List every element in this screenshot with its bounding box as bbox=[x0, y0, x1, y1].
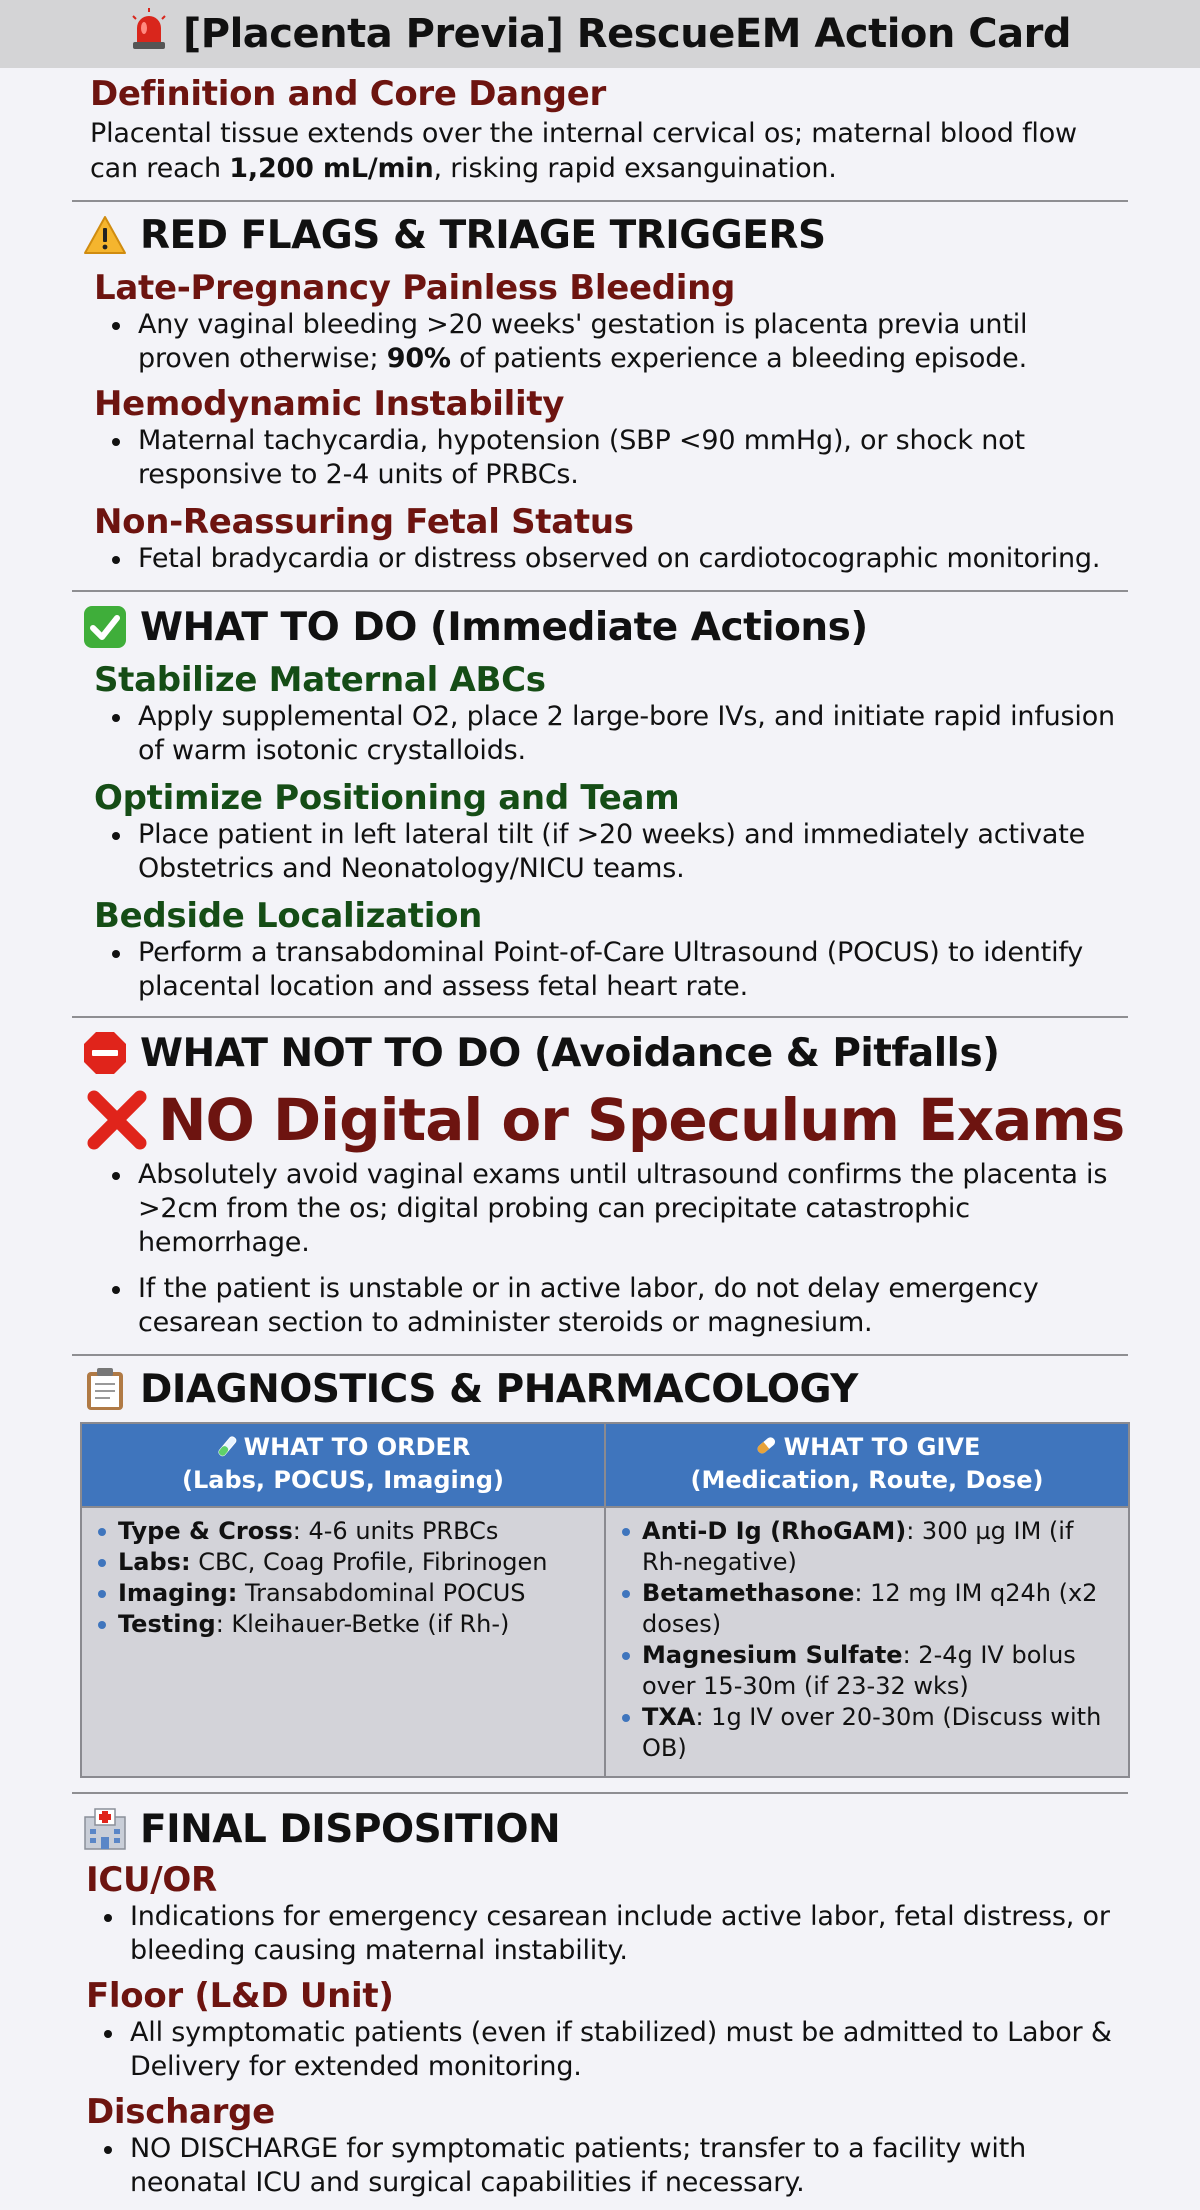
red-flag-item-title: Non-Reassuring Fetal Status bbox=[94, 502, 634, 542]
check-icon bbox=[82, 604, 128, 650]
list-item: Maternal tachycardia, hypotension (SBP <90 mmHg), or shock not responsive to 2-4 units of PRBCs. bbox=[138, 424, 1118, 492]
definition-section bbox=[72, 68, 1128, 202]
red-flags-heading: RED FLAGS & TRIAGE TRIGGERS bbox=[72, 212, 1128, 258]
give-column-header: WHAT TO GIVE (Medication, Route, Dose) bbox=[605, 1423, 1129, 1507]
list-item: All symptomatic patients (even if stabilized) must be admitted to Labor & Delivery for extended monitoring. bbox=[130, 2016, 1118, 2084]
disposition-heading: FINAL DISPOSITION bbox=[72, 1806, 1128, 1852]
action-item-title: Optimize Positioning and Team bbox=[94, 778, 680, 818]
action-item-title: Bedside Localization bbox=[94, 896, 483, 936]
list-item: Imaging: Transabdominal POCUS bbox=[118, 1578, 594, 1609]
list-item: Labs: CBC, Coag Profile, Fibrinogen bbox=[118, 1547, 594, 1578]
alert-title: NO Digital or Speculum Exams bbox=[72, 1086, 1128, 1154]
siren-icon bbox=[129, 8, 169, 60]
page-title: [Placenta Previa] RescueEM Action Card bbox=[182, 11, 1071, 57]
warning-icon bbox=[82, 212, 128, 258]
page-header bbox=[0, 0, 1200, 68]
red-flag-item-list bbox=[72, 308, 1128, 376]
disposition-item-list bbox=[72, 2132, 1128, 2200]
hospital-icon bbox=[82, 1806, 128, 1852]
cross-icon bbox=[86, 1089, 148, 1151]
red-flag-item-list bbox=[72, 424, 1128, 492]
red-flag-item-title: Hemodynamic Instability bbox=[94, 384, 565, 424]
diagnostics-section bbox=[72, 1356, 1128, 1794]
what-not-to-do-heading: WHAT NOT TO DO (Avoidance & Pitfalls) bbox=[72, 1030, 1128, 1076]
order-cell bbox=[81, 1507, 605, 1777]
action-item-title: Stabilize Maternal ABCs bbox=[94, 660, 546, 700]
what-to-do-section bbox=[72, 592, 1128, 1018]
disposition-item-list bbox=[72, 1900, 1128, 1968]
definition-title: Definition and Core Danger bbox=[90, 74, 606, 114]
list-item: If the patient is unstable or in active labor, do not delay emergency cesarean section to administer steroids or magnesium. bbox=[138, 1272, 1118, 1340]
list-item: Type & Cross: 4-6 units PRBCs bbox=[118, 1516, 594, 1547]
what-not-to-do-section bbox=[72, 1018, 1128, 1356]
action-item-list bbox=[72, 936, 1128, 1004]
pill-icon bbox=[754, 1433, 778, 1465]
list-item: TXA: 1g IV over 20-30m (Discuss with OB) bbox=[642, 1702, 1118, 1764]
what-to-do-heading: WHAT TO DO (Immediate Actions) bbox=[72, 604, 1128, 650]
list-item: Magnesium Sulfate: 2-4g IV bolus over 15-30m (if 23-32 wks) bbox=[642, 1640, 1118, 1702]
disposition-item-title: ICU/OR bbox=[86, 1860, 217, 1900]
list-item: NO DISCHARGE for symptomatic patients; transfer to a facility with neonatal ICU and surgical capabilities if necessary. bbox=[130, 2132, 1118, 2200]
list-item: Betamethasone: 12 mg IM q24h (x2 doses) bbox=[642, 1578, 1118, 1640]
list-item: Absolutely avoid vaginal exams until ultrasound confirms the placenta is >2cm from the os; digital probing can precipitate catastrophic hemorrhage. bbox=[138, 1158, 1118, 1260]
pitfall-list bbox=[72, 1158, 1128, 1340]
list-item: Perform a transabdominal Point-of-Care Ultrasound (POCUS) to identify placental location and assess fetal heart rate. bbox=[138, 936, 1118, 1004]
diagnostics-heading: DIAGNOSTICS & PHARMACOLOGY bbox=[72, 1366, 1128, 1412]
definition-text: Placental tissue extends over the internal cervical os; maternal blood flow can reach 1,200 mL/min, risking rapid exsanguination. bbox=[90, 118, 1077, 184]
list-item: Indications for emergency cesarean include active labor, fetal distress, or bleeding causing maternal instability. bbox=[130, 1900, 1118, 1968]
test-tube-icon bbox=[216, 1434, 238, 1465]
list-item: Anti-D Ig (RhoGAM): 300 µg IM (if Rh-negative) bbox=[642, 1516, 1118, 1578]
disposition-item-list bbox=[72, 2016, 1128, 2084]
list-item: Any vaginal bleeding >20 weeks' gestation is placenta previa until proven otherwise; 90% of patients experience a bleeding episode. bbox=[138, 308, 1118, 376]
red-flags-section bbox=[72, 202, 1128, 592]
order-column-header: WHAT TO ORDER (Labs, POCUS, Imaging) bbox=[81, 1423, 605, 1507]
action-item-list bbox=[72, 818, 1128, 886]
list-item: Apply supplemental O2, place 2 large-bore IVs, and initiate rapid infusion of warm isotonic crystalloids. bbox=[138, 700, 1118, 768]
list-item: Testing: Kleihauer-Betke (if Rh-) bbox=[118, 1609, 594, 1640]
disposition-item-title: Floor (L&D Unit) bbox=[86, 1976, 394, 2016]
list-item: Place patient in left lateral tilt (if >20 weeks) and immediately activate Obstetrics and Neonatology/NICU teams. bbox=[138, 818, 1118, 886]
disposition-section bbox=[72, 1794, 1128, 2210]
list-item: Fetal bradycardia or distress observed on cardiotocographic monitoring. bbox=[138, 542, 1118, 576]
action-item-list bbox=[72, 700, 1128, 768]
diagnostics-table bbox=[80, 1422, 1130, 1778]
disposition-item-title: Discharge bbox=[86, 2092, 275, 2132]
stop-icon bbox=[82, 1030, 128, 1076]
clipboard-icon bbox=[82, 1366, 128, 1412]
red-flag-item-title: Late-Pregnancy Painless Bleeding bbox=[94, 268, 736, 308]
give-cell bbox=[605, 1507, 1129, 1777]
red-flag-item-list bbox=[72, 542, 1128, 576]
